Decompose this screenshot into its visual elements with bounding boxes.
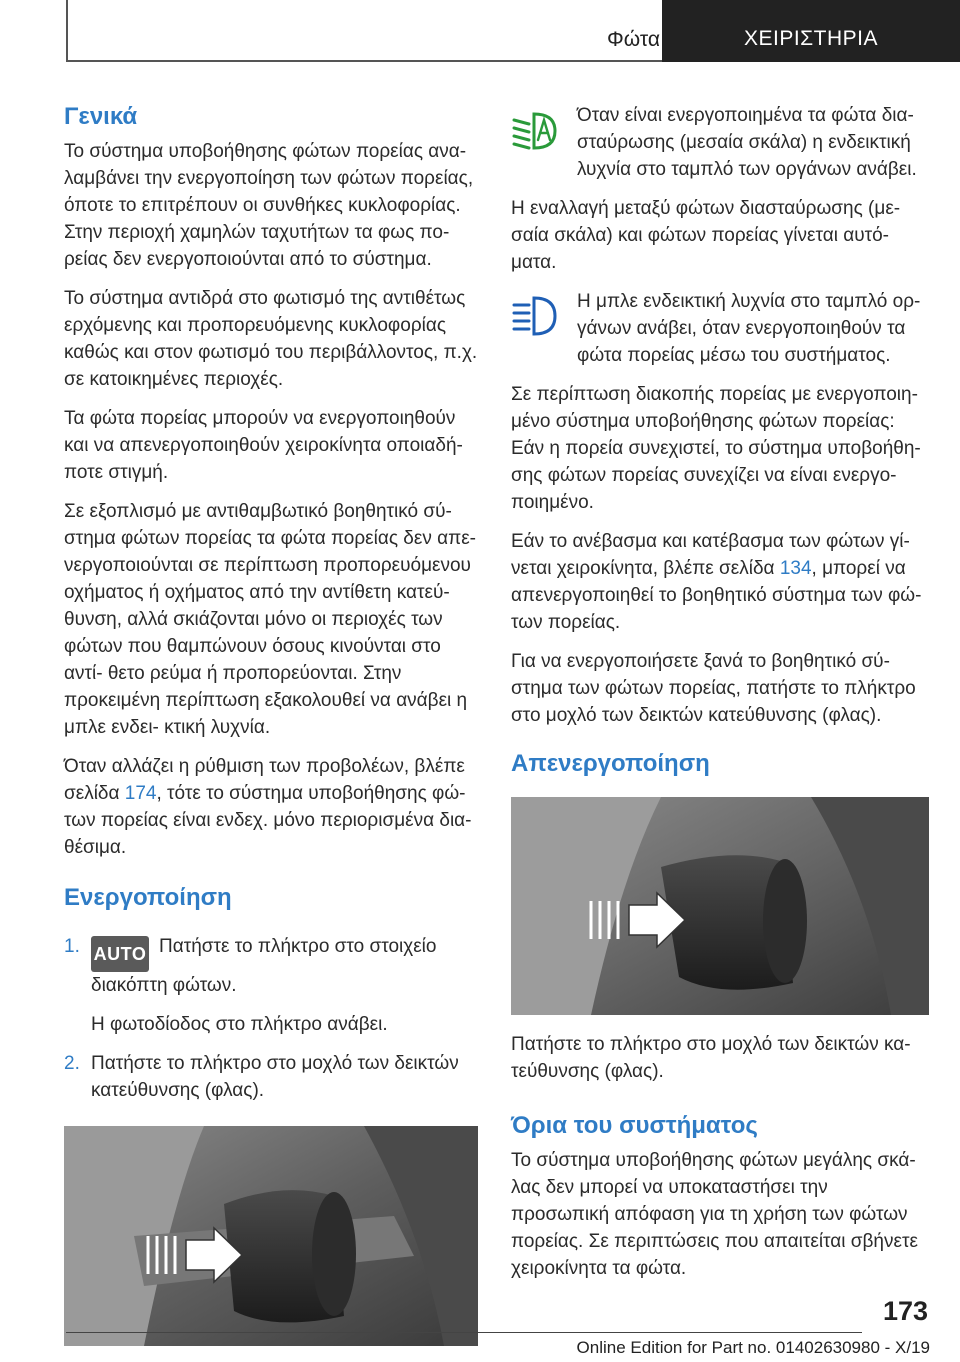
page-link-174[interactable]: 174 xyxy=(124,783,157,804)
text: , τότε το σύστημα υποβοήθησης φώ- των πορείας είναι ενδεχ. μόνο περιορισμένα δια- θέσιμα. xyxy=(64,783,472,858)
header-left-rule xyxy=(66,0,68,62)
turn-signal-lever-photo xyxy=(64,1126,478,1346)
manual-paragraph xyxy=(511,528,929,636)
step-note: Η φωτοδίοδος στο πλήκτρο ανάβει. xyxy=(91,1014,388,1035)
general-paragraph-4: Σε εξοπλισμό με αντιθαμβωτικό βοηθητικό σύ- στημα φώτων πορείας τα φώτα πορείας δεν απε- νεργοποιούνται σε περίπτωση προπορευόμενου οχήματος ή οχήματος από την αντίθετη κατεύ- θυνση, αλλά σκιάζονται μόνο οι περιοχές των φώτων που θαμπώνουν όσους κινούνται στο αντί- θετο ρεύμα ή προπορεύονται. Στην προκειμένη περίπτωση εξακολουθεί να ανάβει η μπλε ενδει- κτική λυχνία. xyxy=(64,501,476,738)
edition-footer: Online Edition for Part no. 01402630980 - X/19 xyxy=(576,1338,930,1357)
step-number: 2. xyxy=(64,1053,80,1074)
left-column xyxy=(64,102,478,1358)
deactivation-caption: Πατήστε το πλήκτρο στο μοχλό των δεικτών κα- τεύθυνσης (φλας). xyxy=(511,1034,911,1082)
general-paragraph-5 xyxy=(64,753,478,861)
activation-steps xyxy=(64,933,478,1104)
general-paragraph-2: Το σύστημα αντιδρά στο φωτισμό της αντιθέτως ερχόμενης και προπορευόμενης κυκλοφορίας καθώς και στον φωτισμό του περιβάλλοντος, π.χ. σε κατοικημένες περιοχές. xyxy=(64,288,478,390)
page-link-134[interactable]: 134 xyxy=(779,558,812,579)
general-heading: Γενικά xyxy=(64,103,138,130)
deactivation-heading: Απενεργοποίηση xyxy=(511,750,710,777)
stop-paragraph: Σε περίπτωση διακοπής πορείας με ενεργοποιη- μένο σύστημα υποβοήθησης φώτων πορείας: Εάν η πορεία συνεχιστεί, το σύστημα υποβοήθη- σης φώτων πορείας συνεχίζει να είναι ενεργο- ποιημένο. xyxy=(511,384,921,513)
header-bottom-rule xyxy=(66,60,662,62)
text: Εάν το ανέβασμα και κατέβασμα των φώτων γί- νεται χειροκίνητα, βλέπε σελίδα xyxy=(511,531,910,579)
switching-paragraph: Η εναλλαγή μεταξύ φώτων διασταύρωσης (με- σαία σκάλα) και φώτων πορείας γίνεται αυτό- ματα. xyxy=(511,198,901,273)
step-number: 1. xyxy=(64,936,80,957)
reactivate-paragraph: Για να ενεργοποιήσετε ξανά το βοηθητικό σύ- στημα των φώτων πορείας, πατήστε το πλήκτρο στο μοχλό των δεικτών κατεύθυνσης (φλας). xyxy=(511,651,916,726)
high-beam-note xyxy=(511,288,929,369)
limits-paragraph: Το σύστημα υποβοήθησης φώτων μεγάλης σκά- λας δεν μπορεί να υποκαταστήσει την προσωπική απόφαση για τη χρήση των φώτων πορείας. Σε περιπτώσεις που απαιτείται σβήνετε χειροκίνητα τα φώτα. xyxy=(511,1150,918,1279)
step-text: Πατήστε το πλήκτρο στο μοχλό των δεικτών κατεύθυνσης (φλας). xyxy=(91,1053,459,1101)
step-text: Πατήστε το πλήκτρο στο στοιχείο διακόπτη φώτων. xyxy=(91,936,437,996)
high-beam-note-text: Η μπλε ενδεικτική λυχνία στο ταμπλό ορ- γάνων ανάβει, όταν ενεργοποιηθούν τα φώτα πορείας μέσω του συστήματος. xyxy=(577,291,921,366)
step-1 xyxy=(64,933,478,1038)
section-title: Φώτα xyxy=(607,28,660,51)
text: Όταν αλλάζει η ρύθμιση των προβολέων, βλέπε σελίδα xyxy=(64,756,465,804)
low-beam-indicator-icon xyxy=(511,102,577,183)
right-column xyxy=(511,102,929,1294)
auto-button-icon: AUTO xyxy=(91,936,149,972)
footer-rule xyxy=(66,1332,862,1333)
step-2 xyxy=(64,1050,478,1104)
high-beam-indicator-icon xyxy=(511,288,577,369)
activation-heading: Ενεργοποίηση xyxy=(64,884,232,911)
general-paragraph-3: Τα φώτα πορείας μπορούν να ενεργοποιηθούν και να απενεργοποιηθούν χειροκίνητα οποιαδή- ποτε στιγμή. xyxy=(64,408,463,483)
turn-signal-lever-photo xyxy=(511,797,929,1015)
general-paragraph-1: Το σύστημα υποβοήθησης φώτων πορείας ανα- λαμβάνει την ενεργοποίηση των φώτων πορείας, όποτε το επιτρέπουν οι συνθήκες κυκλοφορίας. Στην περιοχή χαμηλών ταχυτήτων τα φως πο- ρείας δεν ενεργοποιούνται από το σύστημα. xyxy=(64,141,474,270)
low-beam-note xyxy=(511,102,929,183)
page-number: 173 xyxy=(882,1296,928,1326)
limits-heading: Όρια του συστήματος xyxy=(511,1112,758,1139)
chapter-title: ΧΕΙΡΙΣΤΗΡΙΑ xyxy=(743,27,878,50)
chapter-tab xyxy=(662,0,960,62)
low-beam-note-text: Όταν είναι ενεργοποιημένα τα φώτα δια- σταύρωσης (μεσαία σκάλα) η ενδεικτική λυχνία στο ταμπλό των οργάνων ανάβει. xyxy=(577,105,917,180)
text: , μπορεί να απενεργοποιηθεί το βοηθητικό σύστημα των φώ- των πορείας. xyxy=(511,558,922,633)
